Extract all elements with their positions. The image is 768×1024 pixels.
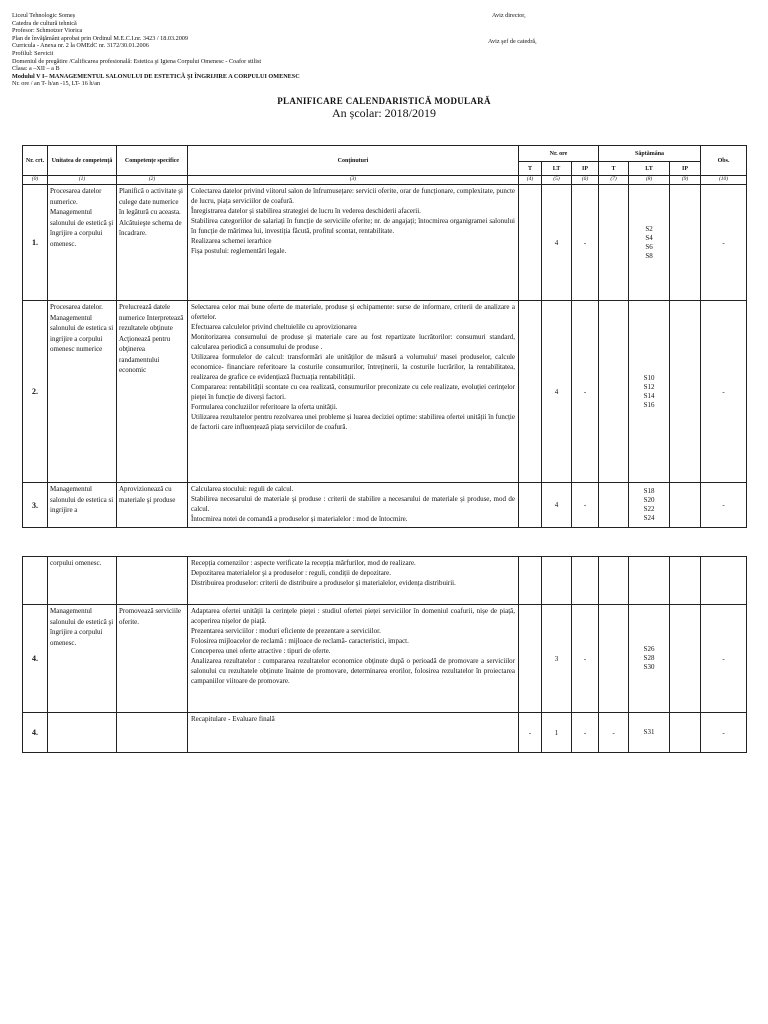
header-t: T [599, 162, 629, 176]
index-cell: (10) [701, 176, 747, 185]
week-t-cell [599, 557, 629, 605]
continut-item: Monitorizarea consumului de produse şi materiale care au fost repartizate lucrătorilor: consumuri standard, calcularea periodică a consumului de produse . [191, 333, 515, 351]
week-lt-cell [629, 185, 670, 301]
table-row [23, 483, 747, 528]
continut-item: Utilizarea rezultatelor pentru rezolvarea unei probleme și luarea deciziei optime: stabilirea ofertei unității în funcție de factorii care influențează piața serviciilor de coafură. [191, 413, 515, 431]
hours-lt-cell: 4 [542, 483, 572, 528]
week-label: S28 [643, 654, 655, 662]
week-lt-cell [629, 713, 670, 753]
header-lt: LT [629, 162, 670, 176]
table-row [23, 301, 747, 483]
hours-lt-cell: 4 [542, 185, 572, 301]
continut-item: Folosirea mijloacelor de reclamă : mijloace de reclamă- caracteristici, impact. [191, 637, 409, 645]
header-t: T [519, 162, 542, 176]
continut-item: Recapitulare - Evaluare finală [191, 715, 275, 723]
week-label: S22 [643, 505, 655, 513]
week-label: S4 [645, 233, 653, 242]
continuturi-cell [188, 185, 519, 301]
header-line: Catedra de cultură tehnică [12, 19, 77, 27]
week-label: S6 [645, 242, 653, 251]
competente-cell: Planifică o activitate şi culege date numerice în legătură cu aceasta. Alcătuieşte schema de încadrare. [117, 185, 188, 301]
week-label: S8 [645, 251, 653, 260]
row-number: 1. [23, 185, 48, 301]
header-nr-ore: Nr. ore [519, 146, 599, 162]
index-cell: (0) [23, 176, 48, 185]
hours-t-cell [519, 557, 542, 605]
index-cell: (1) [48, 176, 117, 185]
week-ip-cell [670, 557, 701, 605]
table-body [23, 557, 747, 753]
table-row [23, 557, 747, 605]
hours-t-cell [519, 483, 542, 528]
week-lt-cell [629, 301, 670, 483]
document-header-left [12, 12, 482, 88]
unitatea-cell: Procesarea datelor numerice. Managementul salonului de estetică şi îngrijire a corpului omenesc. [48, 185, 117, 301]
week-ip-cell [670, 483, 701, 528]
header-ip: IP [572, 162, 599, 176]
continut-item: Efectuarea calculelor privind cheltuielile cu aprovizionarea [191, 323, 357, 331]
hours-ip-cell [572, 557, 599, 605]
week-lt-cell [629, 605, 670, 713]
week-t-cell [599, 185, 629, 301]
obs-cell: - [701, 605, 747, 713]
header-line: Plan de învăţământ aprobat prin Ordinul M.E.C.I.nr. 3423 / 18.03.2009 [12, 34, 188, 42]
week-t-cell [599, 301, 629, 483]
header-line: Profilul: Servicii [12, 49, 54, 57]
continut-item: Prezentarea serviciilor : moduri eficiente de prezentare a serviciilor. [191, 627, 381, 635]
unitatea-cell: Procesarea datelor. Managementul salonului de estetica si ingrijire a corpului omenesc numerice [48, 301, 117, 483]
week-label: S16 [643, 400, 655, 409]
unitatea-cell: corpului omenesc. [48, 557, 117, 605]
continut-item: Fișa postului: reglementări legale. [191, 247, 287, 255]
header-ip: IP [670, 162, 701, 176]
header-competente: Competenţe specifice [117, 146, 188, 176]
hours-lt-cell: 4 [542, 301, 572, 483]
document-title: PLANIFICARE CALENDARISTICĂ MODULARĂ [277, 96, 491, 106]
row-number: 4. [23, 605, 48, 713]
continut-item: Înregistrarea datelor și stabilirea strategiei de lucru în vederea deschiderii afacerii. [191, 207, 421, 215]
hours-ip-cell: - [572, 185, 599, 301]
index-cell: (7) [599, 176, 629, 185]
competente-cell [117, 557, 188, 605]
header-saptamana: Săptămâna [599, 146, 701, 162]
aviz-director: Aviz director, [492, 12, 526, 19]
week-t-cell [599, 483, 629, 528]
hours-t-cell [519, 605, 542, 713]
obs-cell: - [701, 483, 747, 528]
continut-item: Depozitarea materialelor şi a produselor : reguli, condiții de depozitare. [191, 569, 392, 577]
week-label: S30 [643, 663, 655, 671]
header-line: Clasa: a –XII – a B [12, 65, 60, 73]
planning-table-continued [22, 556, 747, 753]
header-obs: Obs. [701, 146, 747, 176]
header-line: Curricula - Anexa nr. 2 la OMEdC nr. 3172/30.01.2006 [12, 42, 149, 50]
continut-item: Colectarea datelor privind viitorul salon de înfrumusețare: servicii oferite, orar de funcționare, complexitate, puncte de lucru, piața serviciilor de coafură. [191, 187, 515, 205]
week-label: S18 [643, 487, 655, 495]
hours-ip-cell: - [572, 301, 599, 483]
week-label: S24 [643, 514, 655, 522]
hours-lt-cell [542, 557, 572, 605]
index-cell: (8) [629, 176, 670, 185]
continut-item: Întocmirea notei de comandă a produselor și materialelor : mod de întocmire. [191, 515, 408, 523]
unitatea-cell: Managementul salonului de estetica si ingrijire a [48, 483, 117, 528]
row-number: 4. [23, 713, 48, 753]
week-label: S31 [643, 728, 655, 736]
week-label: S14 [643, 391, 655, 400]
table-body [23, 185, 747, 528]
header-line: Nr. ore / an T- h/an -15, LT- 16 h/an [12, 80, 101, 88]
competente-cell [117, 713, 188, 753]
week-ip-cell [670, 713, 701, 753]
index-cell: (5) [542, 176, 572, 185]
hours-ip-cell: - [572, 713, 599, 753]
obs-cell: - [701, 713, 747, 753]
obs-cell: - [701, 301, 747, 483]
header-line: Domeniul de pregătire /Calificarea profesională: Estetica şi Igiena Corpului Omenesc - Coafor stilist [12, 57, 262, 65]
index-row [23, 176, 747, 185]
continut-item: Stabilirea necesarului de materiale şi produse : criterii de stabilire a necesarului de materiale și produse, mod de calcul. [191, 495, 515, 513]
continut-item: Analizarea rezultatelor : compararea rezultatelor economice obținute după o perioadă de promovare a serviciilor salonului cu rezultatele obținute înainte de promovare, determinarea erorilor, folosirea rezultatelor în proiectarea campaniilor viitoare de promovare. [191, 657, 515, 685]
row-number [23, 557, 48, 605]
continut-item: Realizarea schemei ierarhice [191, 237, 272, 245]
header-line: Modulul V I– MANAGEMENTUL SALONULUI DE ESTETICĂ ŞI ÎNGRIJIRE A CORPULUI OMENESC [12, 72, 300, 80]
row-number: 2. [23, 301, 48, 483]
week-ip-cell [670, 301, 701, 483]
header-line: Profesor: Schmotzer Viorica [12, 27, 83, 35]
planning-table [22, 145, 747, 528]
week-ip-cell [670, 605, 701, 713]
continut-item: Recepția comenzilor : aspecte verificate la recepția mărfurilor, mod de realizare. [191, 559, 416, 567]
hours-lt-cell: 3 [542, 605, 572, 713]
document-subtitle: An școlar: 2018/2019 [332, 106, 436, 120]
hours-t-cell: - [519, 713, 542, 753]
week-label: S20 [643, 496, 655, 504]
table-row [23, 185, 747, 301]
header-line: Liceul Tehnologic Someș [12, 12, 76, 19]
continut-item: Conceperea unei oferte atractive : tipuri de oferte. [191, 647, 331, 655]
week-ip-cell [670, 185, 701, 301]
aviz-sef-catedra: Aviz şef de catedră, [488, 38, 537, 45]
continut-item: Selectarea celor mai bune oferte de materiale, produse și echipamente: surse de informare, criterii de analizare a ofertelor. [191, 303, 515, 321]
continut-item: Stabilirea categoriilor de salariați în funcție de serviciile oferite; nr. de angajați; întocmirea organigramei salonului în funcție de mărimea lui, investiția făcută, profitul scontat, rentabilitate. [191, 217, 515, 235]
hours-lt-cell: 1 [542, 713, 572, 753]
row-number: 3. [23, 483, 48, 528]
week-lt-cell [629, 483, 670, 528]
obs-cell [701, 557, 747, 605]
unitatea-cell [48, 713, 117, 753]
unitatea-cell: Managementul salonului de estetică şi îngrijire a corpului omenesc. [48, 605, 117, 713]
continut-item: Calcularea stocului: reguli de calcul. [191, 485, 294, 493]
hours-t-cell [519, 185, 542, 301]
hours-ip-cell: - [572, 605, 599, 713]
index-cell: (3) [188, 176, 519, 185]
continut-item: Formularea concluziilor referitoare la oferta unității. [191, 403, 338, 411]
week-t-cell: - [599, 713, 629, 753]
week-label: S12 [643, 382, 655, 391]
hours-t-cell [519, 301, 542, 483]
continuturi-cell [188, 605, 519, 713]
header-nr: Nr. crt. [23, 146, 48, 176]
header-continuturi: Conţinuturi [188, 146, 519, 176]
continut-item: Adaptarea ofertei unității la cerințele pieței : studiul ofertei pieței serviciilor în domeniul coafurii, nișe de piață, acoperirea nișelor de piață. [191, 607, 515, 625]
index-cell: (4) [519, 176, 542, 185]
obs-cell: - [701, 185, 747, 301]
header-unitatea: Unitatea de competenţă [48, 146, 117, 176]
continuturi-cell [188, 713, 519, 753]
week-label: S26 [643, 645, 655, 653]
competente-cell: Promovează serviciile oferite. [117, 605, 188, 713]
table-row [23, 713, 747, 753]
competente-cell: Aprovizionează cu materiale şi produse [117, 483, 188, 528]
continuturi-cell [188, 557, 519, 605]
week-label: S2 [645, 224, 653, 233]
index-cell: (9) [670, 176, 701, 185]
competente-cell: Prelucrează datele numerice Interpretează rezultatele obţinute Acţionează pentru obţinerea randamentului economic [117, 301, 188, 483]
continuturi-cell [188, 301, 519, 483]
index-cell: (2) [117, 176, 188, 185]
continut-item: Compararea: rentabilității scontate cu cea realizată, consumurilor preconizate cu cele realizate, evoluției cerințelor pieței în funcție de diverși factori. [191, 383, 515, 401]
week-label: S10 [643, 373, 655, 382]
week-lt-cell [629, 557, 670, 605]
continut-item: Utilizarea formulelor de calcul: transformări ale unităților de măsură a volumului/ masei produselor, calcule economice- financiare referitoare la costurile consumurilor, întreținerii, la costurile lucrărilor, la rentabilitatea, realizarea de grafice ce evidențiază fluctuația rentabilității. [191, 353, 515, 381]
continuturi-cell [188, 483, 519, 528]
header-lt: LT [542, 162, 572, 176]
hours-ip-cell: - [572, 483, 599, 528]
week-t-cell [599, 605, 629, 713]
continut-item: Distribuirea produselor: criterii de distribuire a produselor şi materialelor, evidența distribuirii. [191, 579, 456, 587]
table-row [23, 605, 747, 713]
index-cell: (6) [572, 176, 599, 185]
